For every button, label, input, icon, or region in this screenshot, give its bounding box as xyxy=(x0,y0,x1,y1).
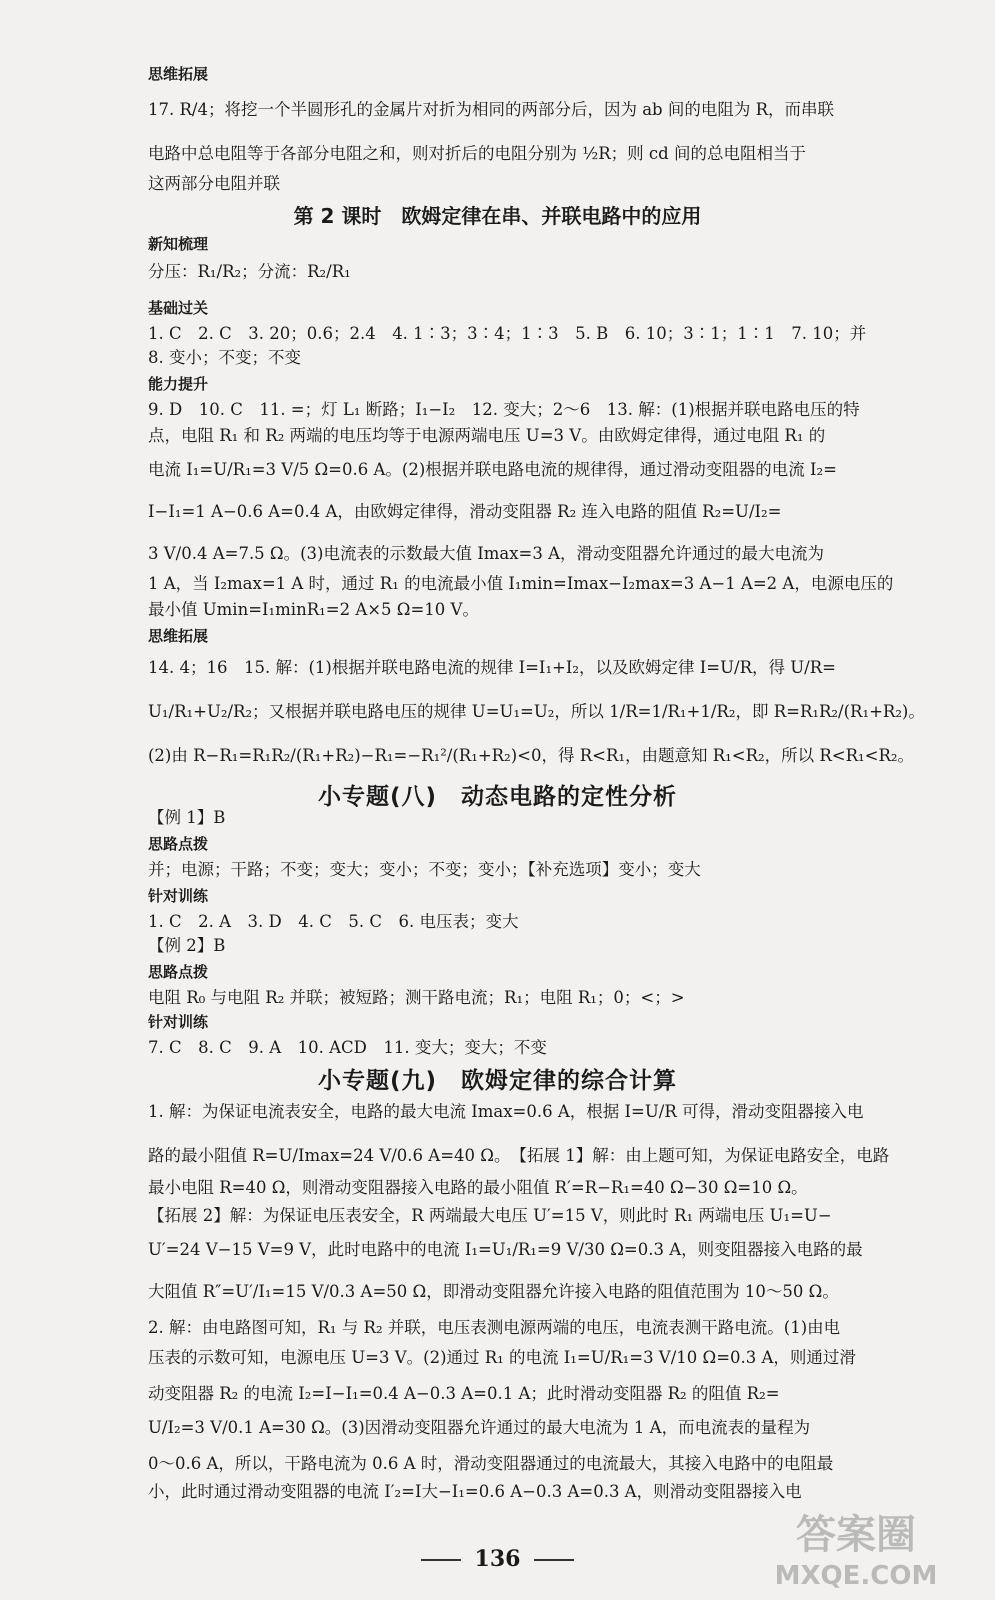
answer-line: U/I₂=3 V/0.1 A=30 Ω。(3)因滑动变阻器允许通过的最大电流为 1 A，而电流表的量程为 xyxy=(148,1418,811,1437)
section-heading: 思路点拨 xyxy=(148,963,209,981)
answer-line: 【例 2】B xyxy=(148,936,226,955)
answer-line: 9. D 10. C 11. =；灯 L₁ 断路；I₁−I₂ 12. 变大；2～6 13. 解：(1)根据并联电路电压的特 xyxy=(148,400,860,419)
answer-line: 压表的示数可知，电源电压 U=3 V。(2)通过 R₁ 的电流 I₁=U/R₁=3 V/10 Ω=0.3 A，则通过滑 xyxy=(148,1348,856,1367)
section-heading: 思路点拨 xyxy=(148,835,209,853)
answer-line: 0～0.6 A，所以，干路电流为 0.6 A 时，滑动变阻器通过的电流最大，其接入电路中的电阻最 xyxy=(148,1454,834,1473)
page-number-text: 136 xyxy=(474,1546,521,1572)
answer-line: U′=24 V−15 V=9 V，此时电路中的电流 I₁=U₁/R₁=9 V/30 Ω=0.3 A，则变阻器接入电路的最 xyxy=(148,1240,863,1259)
section-heading: 能力提升 xyxy=(148,375,209,393)
answer-line: 8. 变小；不变；不变 xyxy=(148,348,301,367)
answer-line: 2. 解：由电路图可知，R₁ 与 R₂ 并联，电压表测电源两端的电压，电流表测干路电流。(1)由电 xyxy=(148,1318,841,1337)
section-heading: 基础过关 xyxy=(148,299,209,317)
page-number-dash-right xyxy=(534,1559,574,1561)
answer-line: 17. R/4；将挖一个半圆形孔的金属片对折为相同的两部分后，因为 ab 间的电阻为 R，而串联 xyxy=(148,100,835,119)
section-heading: 思维拓展 xyxy=(148,627,209,645)
answer-line: 3 V/0.4 A=7.5 Ω。(3)电流表的示数最大值 Imax=3 A，滑动变阻器允许通过的最大电流为 xyxy=(148,544,825,563)
answer-line: 【拓展 2】解：为保证电压表安全，R 两端最大电压 U′=15 V，则此时 R₁ 两端电压 U₁=U− xyxy=(148,1206,832,1225)
section-title: 第 2 课时 欧姆定律在串、并联电路中的应用 xyxy=(293,204,702,228)
answer-line: U₁/R₁+U₂/R₂；又根据并联电路电压的规律 U=U₁=U₂，所以 1/R=1/R₁+1/R₂，即 R=R₁R₂/(R₁+R₂)。 xyxy=(148,702,925,721)
section-heading: 针对训练 xyxy=(148,1013,209,1031)
answer-line: 1. C 2. A 3. D 4. C 5. C 6. 电压表；变大 xyxy=(148,912,519,931)
watermark-line2: MXQE.COM xyxy=(774,1561,938,1591)
answer-line: 最小值 Umin=I₁minR₁=2 A×5 Ω=10 V。 xyxy=(148,600,479,619)
answer-line: 1 A，当 I₂max=1 A 时，通过 R₁ 的电流最小值 I₁min=Imax−I₂max=3 A−1 A=2 A，电源电压的 xyxy=(148,574,894,593)
answer-line: 大阻值 R″=U′/I₁=15 V/0.3 A=50 Ω，即滑动变阻器允许接入电路的阻值范围为 10～50 Ω。 xyxy=(148,1282,839,1301)
section-heading: 思维拓展 xyxy=(148,65,209,83)
answer-line: I−I₁=1 A−0.6 A=0.4 A，由欧姆定律得，滑动变阻器 R₂ 连入电路的阻值 R₂=U/I₂= xyxy=(148,502,782,521)
topic-title: 小专题(八) 动态电路的定性分析 xyxy=(317,784,678,810)
section-heading: 针对训练 xyxy=(148,887,209,905)
answer-line: 小，此时通过滑动变阻器的电流 I′₂=I大−I₁=0.6 A−0.3 A=0.3 A，则滑动变阻器接入电 xyxy=(148,1482,802,1501)
answer-line: 【例 1】B xyxy=(148,808,226,827)
answer-line: 电流 I₁=U/R₁=3 V/5 Ω=0.6 A。(2)根据并联电路电流的规律得，通过滑动变阻器的电流 I₂= xyxy=(148,460,837,479)
answer-line: 7. C 8. C 9. A 10. ACD 11. 变大；变大；不变 xyxy=(148,1038,547,1057)
answer-line: 分压：R₁/R₂；分流：R₂/R₁ xyxy=(148,262,351,281)
answer-line: (2)由 R−R₁=R₁R₂/(R₁+R₂)−R₁=−R₁²/(R₁+R₂)<0，得 R<R₁，由题意知 R₁<R₂，所以 R<R₁<R₂。 xyxy=(148,746,915,765)
topic-title: 小专题(九) 欧姆定律的综合计算 xyxy=(317,1068,678,1094)
answer-line: 14. 4；16 15. 解：(1)根据并联电路电流的规律 I=I₁+I₂，以及欧姆定律 I=U/R，得 U/R= xyxy=(148,658,836,677)
answer-line: 1. 解：为保证电流表安全，电路的最大电流 Imax=0.6 A，根据 I=U/R 可得，滑动变阻器接入电 xyxy=(148,1102,864,1121)
answer-line: 这两部分电阻并联 xyxy=(148,174,280,193)
answer-line: 1. C 2. C 3. 20；0.6；2.4 4. 1∶3；3∶4；1∶3 5. B 6. 10；3∶1；1∶1 7. 10；并 xyxy=(148,324,867,343)
section-heading: 新知梳理 xyxy=(148,235,209,253)
answer-line: 路的最小阻值 R=U/Imax=24 V/0.6 A=40 Ω。 【拓展 1】解：由上题可知，为保证电路安全，电路 xyxy=(148,1146,890,1165)
answer-line: 动变阻器 R₂ 的电流 I₂=I−I₁=0.4 A−0.3 A=0.1 A；此时滑动变阻器 R₂ 的阻值 R₂= xyxy=(148,1384,780,1403)
answer-line: 电阻 R₀ 与电阻 R₂ 并联；被短路；测干路电流；R₁；电阻 R₁；0；<；> xyxy=(148,988,685,1007)
answer-line: 点，电阻 R₁ 和 R₂ 两端的电压均等于电源两端电压 U=3 V。由欧姆定律得，通过电阻 R₁ 的 xyxy=(148,426,826,445)
page-number-dash-left xyxy=(421,1559,461,1561)
answer-line: 并；电源；干路；不变；变大；变小；不变；变小；【补充选项】变小；变大 xyxy=(148,860,701,879)
answer-line: 电路中总电阻等于各部分电阻之和，则对折后的电阻分别为 ½R；则 cd 间的总电阻相当于 xyxy=(148,144,806,163)
answer-line: 最小电阻 R=40 Ω，则滑动变阻器接入电路的最小阻值 R′=R−R₁=40 Ω−30 Ω=10 Ω。 xyxy=(148,1178,808,1197)
watermark-logo xyxy=(731,1500,981,1596)
watermark-line1: 答案圈 xyxy=(796,1512,916,1558)
